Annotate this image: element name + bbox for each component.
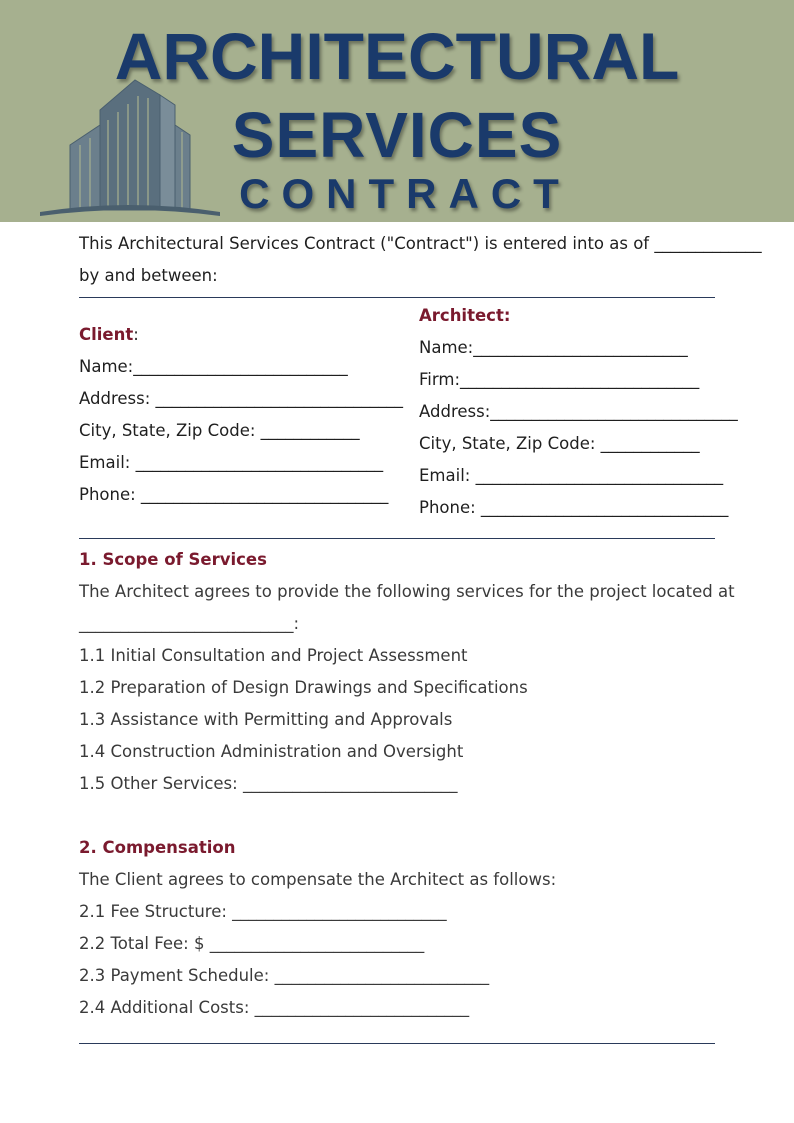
architect-phone-field[interactable]: Phone: ______________________________ (419, 498, 729, 517)
architect-email-field[interactable]: Email: ______________________________ (419, 466, 724, 485)
divider (79, 297, 715, 298)
divider (79, 1043, 715, 1044)
architect-heading: Architect: (419, 306, 511, 325)
client-city-field[interactable]: City, State, Zip Code: ____________ (79, 421, 360, 440)
client-heading (79, 324, 139, 346)
compensation-intro: The Client agrees to compensate the Architect as follows: (79, 870, 557, 889)
scope-heading: 1. Scope of Services (79, 550, 267, 569)
header-banner (0, 0, 794, 222)
scope-item: 1.1 Initial Consultation and Project Assessment (79, 646, 468, 665)
scope-location-field[interactable]: __________________________: (79, 614, 300, 633)
scope-item: 1.2 Preparation of Design Drawings and Specifications (79, 678, 528, 697)
scope-intro: The Architect agrees to provide the following services for the project located at (79, 582, 735, 601)
architect-name-field[interactable]: Name:__________________________ (419, 338, 688, 357)
compensation-heading: 2. Compensation (79, 838, 236, 857)
scope-item-other-field[interactable]: 1.5 Other Services: __________________________ (79, 774, 458, 793)
client-address-field[interactable]: Address: ______________________________ (79, 389, 404, 408)
compensation-additional-costs-field[interactable]: 2.4 Additional Costs: __________________________ (79, 998, 470, 1017)
client-phone-field[interactable]: Phone: ______________________________ (79, 485, 389, 504)
intro-line-2: by and between: (79, 266, 218, 285)
client-email-field[interactable]: Email: ______________________________ (79, 453, 384, 472)
intro-line-1: This Architectural Services Contract ("Contract") is entered into as of _____________ (79, 234, 762, 253)
architect-firm-field[interactable]: Firm:_____________________________ (419, 370, 700, 389)
compensation-payment-schedule-field[interactable]: 2.3 Payment Schedule: __________________________ (79, 966, 490, 985)
title-line-2: SERVICES (231, 99, 563, 171)
title-line-1: ARCHITECTURAL (114, 19, 680, 93)
compensation-fee-structure-field[interactable]: 2.1 Fee Structure: __________________________ (79, 902, 447, 921)
client-heading-label: Client (79, 325, 134, 344)
architect-city-field[interactable]: City, State, Zip Code: ____________ (419, 434, 700, 453)
architect-address-field[interactable]: Address:______________________________ (419, 402, 738, 421)
scope-item: 1.3 Assistance with Permitting and Approvals (79, 710, 453, 729)
client-name-field[interactable]: Name:__________________________ (79, 357, 348, 376)
divider (79, 538, 715, 539)
scope-item: 1.4 Construction Administration and Oversight (79, 742, 464, 761)
title-line-3: CONTRACT (239, 170, 571, 217)
client-heading-colon: : (133, 325, 139, 344)
compensation-total-fee-field[interactable]: 2.2 Total Fee: $ __________________________ (79, 934, 425, 953)
